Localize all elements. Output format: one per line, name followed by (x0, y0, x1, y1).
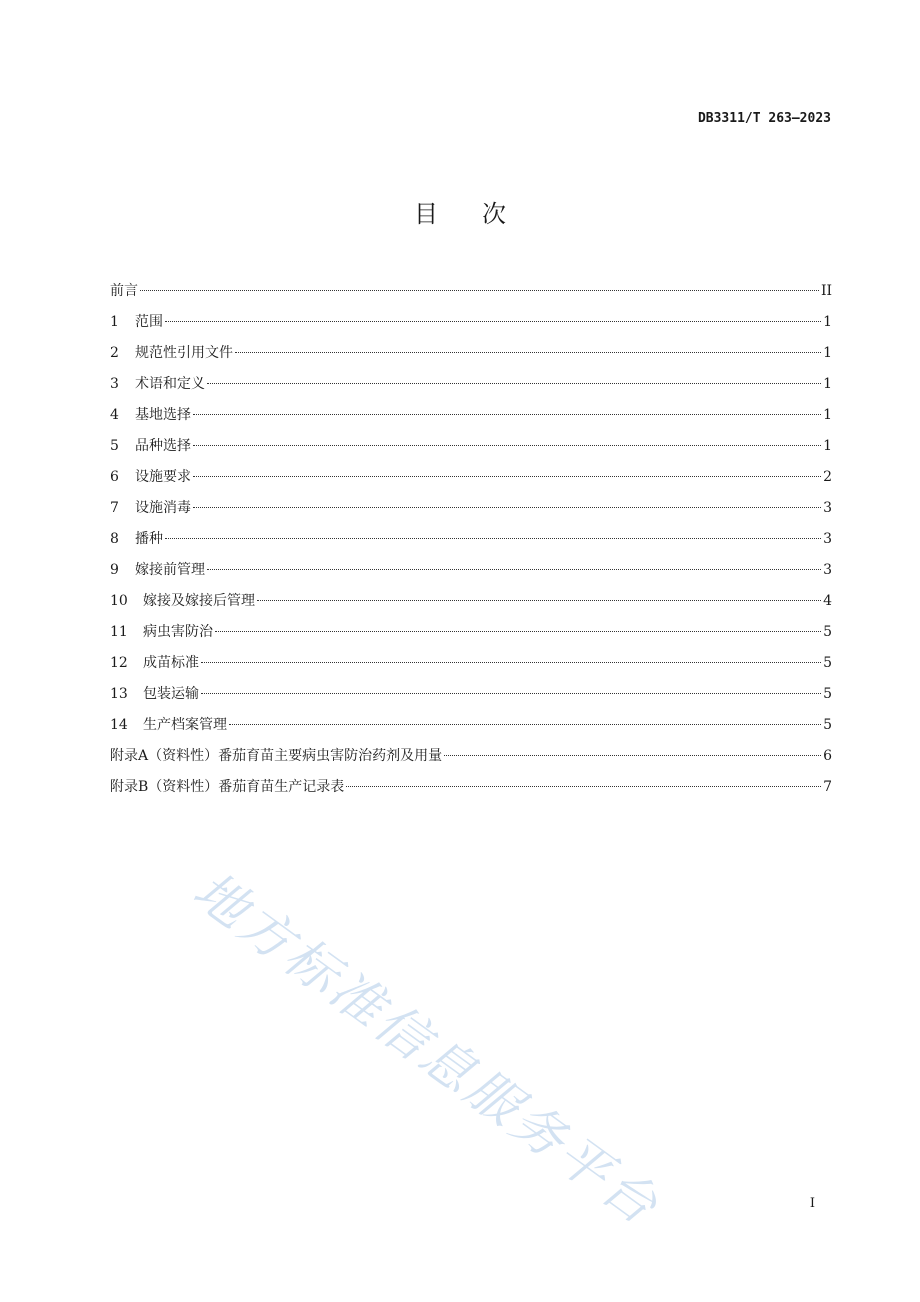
toc-entry-page: 1 (823, 438, 832, 454)
toc-entry[interactable] (110, 681, 832, 712)
toc-entry-page: 3 (823, 500, 832, 516)
toc-entry[interactable] (110, 309, 832, 340)
toc-entry-label (110, 619, 213, 645)
toc-entry-label (110, 650, 199, 676)
toc-entry-number: 13 (110, 686, 128, 702)
toc-entry-number: 11 (110, 624, 128, 640)
toc-entry[interactable] (110, 495, 832, 526)
toc-entry[interactable] (110, 340, 832, 371)
toc-entry-number: 2 (110, 345, 119, 361)
toc-entry-text: 病虫害防治 (143, 624, 213, 640)
toc-dot-leader (346, 786, 821, 787)
toc-entry[interactable] (110, 774, 832, 805)
toc-entry-page: 1 (823, 314, 832, 330)
toc-dot-leader (444, 755, 821, 756)
toc-dot-leader (215, 631, 821, 632)
toc-entry-label (110, 774, 344, 800)
toc-dot-leader (193, 414, 821, 415)
toc-dot-leader (207, 569, 821, 570)
toc-entry-text: 设施消毒 (135, 500, 191, 516)
toc-entry-page: 3 (823, 531, 832, 547)
toc-dot-leader (193, 476, 821, 477)
toc-entry-label (110, 712, 227, 738)
toc-entry-text: 包装运输 (143, 686, 199, 702)
toc-dot-leader (201, 662, 821, 663)
toc-entry-page: 1 (823, 345, 832, 361)
toc-entry-page: 2 (823, 469, 832, 485)
toc-entry-text: 嫁接前管理 (135, 562, 205, 578)
toc-entry-text: 前言 (110, 283, 138, 299)
toc-entry-number: 9 (110, 562, 119, 578)
toc-entry-label (110, 743, 442, 769)
toc-entry-page: 4 (823, 593, 832, 609)
toc-entry-number: 14 (110, 717, 128, 733)
toc-entry[interactable] (110, 464, 832, 495)
toc-entry-text: 成苗标准 (143, 655, 199, 671)
toc-entry-page: 6 (823, 748, 832, 764)
toc-entry-text: 嫁接及嫁接后管理 (143, 593, 255, 609)
toc-entry[interactable] (110, 278, 832, 309)
toc-entry-label (110, 588, 255, 614)
standard-code: DB3311/T 263—2023 (697, 111, 831, 126)
toc-title-part2: 次 (482, 200, 506, 228)
toc-entry-number: 1 (110, 314, 119, 330)
toc-entry-label (110, 464, 191, 490)
toc-entry-number: 12 (110, 655, 128, 671)
toc-entry-text: 附录B（资料性）番茄育苗生产记录表 (110, 779, 345, 795)
toc-dot-leader (165, 321, 821, 322)
toc-entry-label (110, 309, 163, 335)
toc-dot-leader (165, 538, 821, 539)
toc-entry-number: 10 (110, 593, 128, 609)
toc-entry-text: 范围 (135, 314, 163, 330)
toc-entry-page: 3 (823, 562, 832, 578)
toc-entry-number: 7 (110, 500, 119, 516)
toc-entry-label (110, 433, 191, 459)
toc-entry-number: 6 (110, 469, 119, 485)
toc-title-part1: 目 (414, 200, 438, 228)
toc-entry[interactable] (110, 402, 832, 433)
toc-entry-page: 5 (823, 686, 832, 702)
toc-dot-leader (257, 600, 821, 601)
toc-dot-leader (193, 507, 821, 508)
toc-entry[interactable] (110, 526, 832, 557)
toc-entry[interactable] (110, 712, 832, 743)
toc-entry-page: 5 (823, 624, 832, 640)
toc-dot-leader (201, 693, 821, 694)
toc-entry[interactable] (110, 619, 832, 650)
toc-entry-page: II (820, 283, 832, 299)
toc-entry-label (110, 340, 233, 366)
toc-entry[interactable] (110, 557, 832, 588)
toc-entry-number: 8 (110, 531, 119, 547)
toc-entry-number: 4 (110, 407, 119, 423)
toc-dot-leader (207, 383, 821, 384)
toc-entry-text: 生产档案管理 (143, 717, 227, 733)
toc-dot-leader (235, 352, 821, 353)
toc-entry-label (110, 371, 205, 397)
toc-entry-page: 5 (823, 655, 832, 671)
toc-entry[interactable] (110, 588, 832, 619)
toc-entry-page: 1 (823, 407, 832, 423)
toc-dot-leader (229, 724, 821, 725)
watermark: 地方标准信息服务平台 (182, 860, 671, 1239)
toc-entry[interactable] (110, 650, 832, 681)
toc-entry-label (110, 278, 138, 304)
toc-entry[interactable] (110, 433, 832, 464)
toc-entry-page: 5 (823, 717, 832, 733)
toc-entry-text: 规范性引用文件 (135, 345, 233, 361)
toc-entry-page: 1 (823, 376, 832, 392)
toc-entry-label (110, 402, 191, 428)
toc-entry-label (110, 681, 199, 707)
toc-entry-label (110, 557, 205, 583)
toc-entry-text: 术语和定义 (135, 376, 205, 392)
toc-title (0, 194, 920, 229)
toc-entry-text: 播种 (135, 531, 163, 547)
toc-entry[interactable] (110, 371, 832, 402)
toc-entry-text: 品种选择 (135, 438, 191, 454)
toc-dot-leader (140, 290, 819, 291)
toc-entry-label (110, 495, 191, 521)
toc-entry-text: 基地选择 (135, 407, 191, 423)
toc-entry-label (110, 526, 163, 552)
toc-entry-page: 7 (823, 779, 832, 795)
toc-entry-number: 5 (110, 438, 119, 454)
toc-dot-leader (193, 445, 821, 446)
toc-entry-text: 附录A（资料性）番茄育苗主要病虫害防治药剂及用量 (110, 748, 443, 764)
toc-entry-text: 设施要求 (135, 469, 191, 485)
page-number: I (809, 1196, 815, 1211)
toc-list (110, 278, 832, 805)
toc-entry-number: 3 (110, 376, 119, 392)
toc-entry[interactable] (110, 743, 832, 774)
